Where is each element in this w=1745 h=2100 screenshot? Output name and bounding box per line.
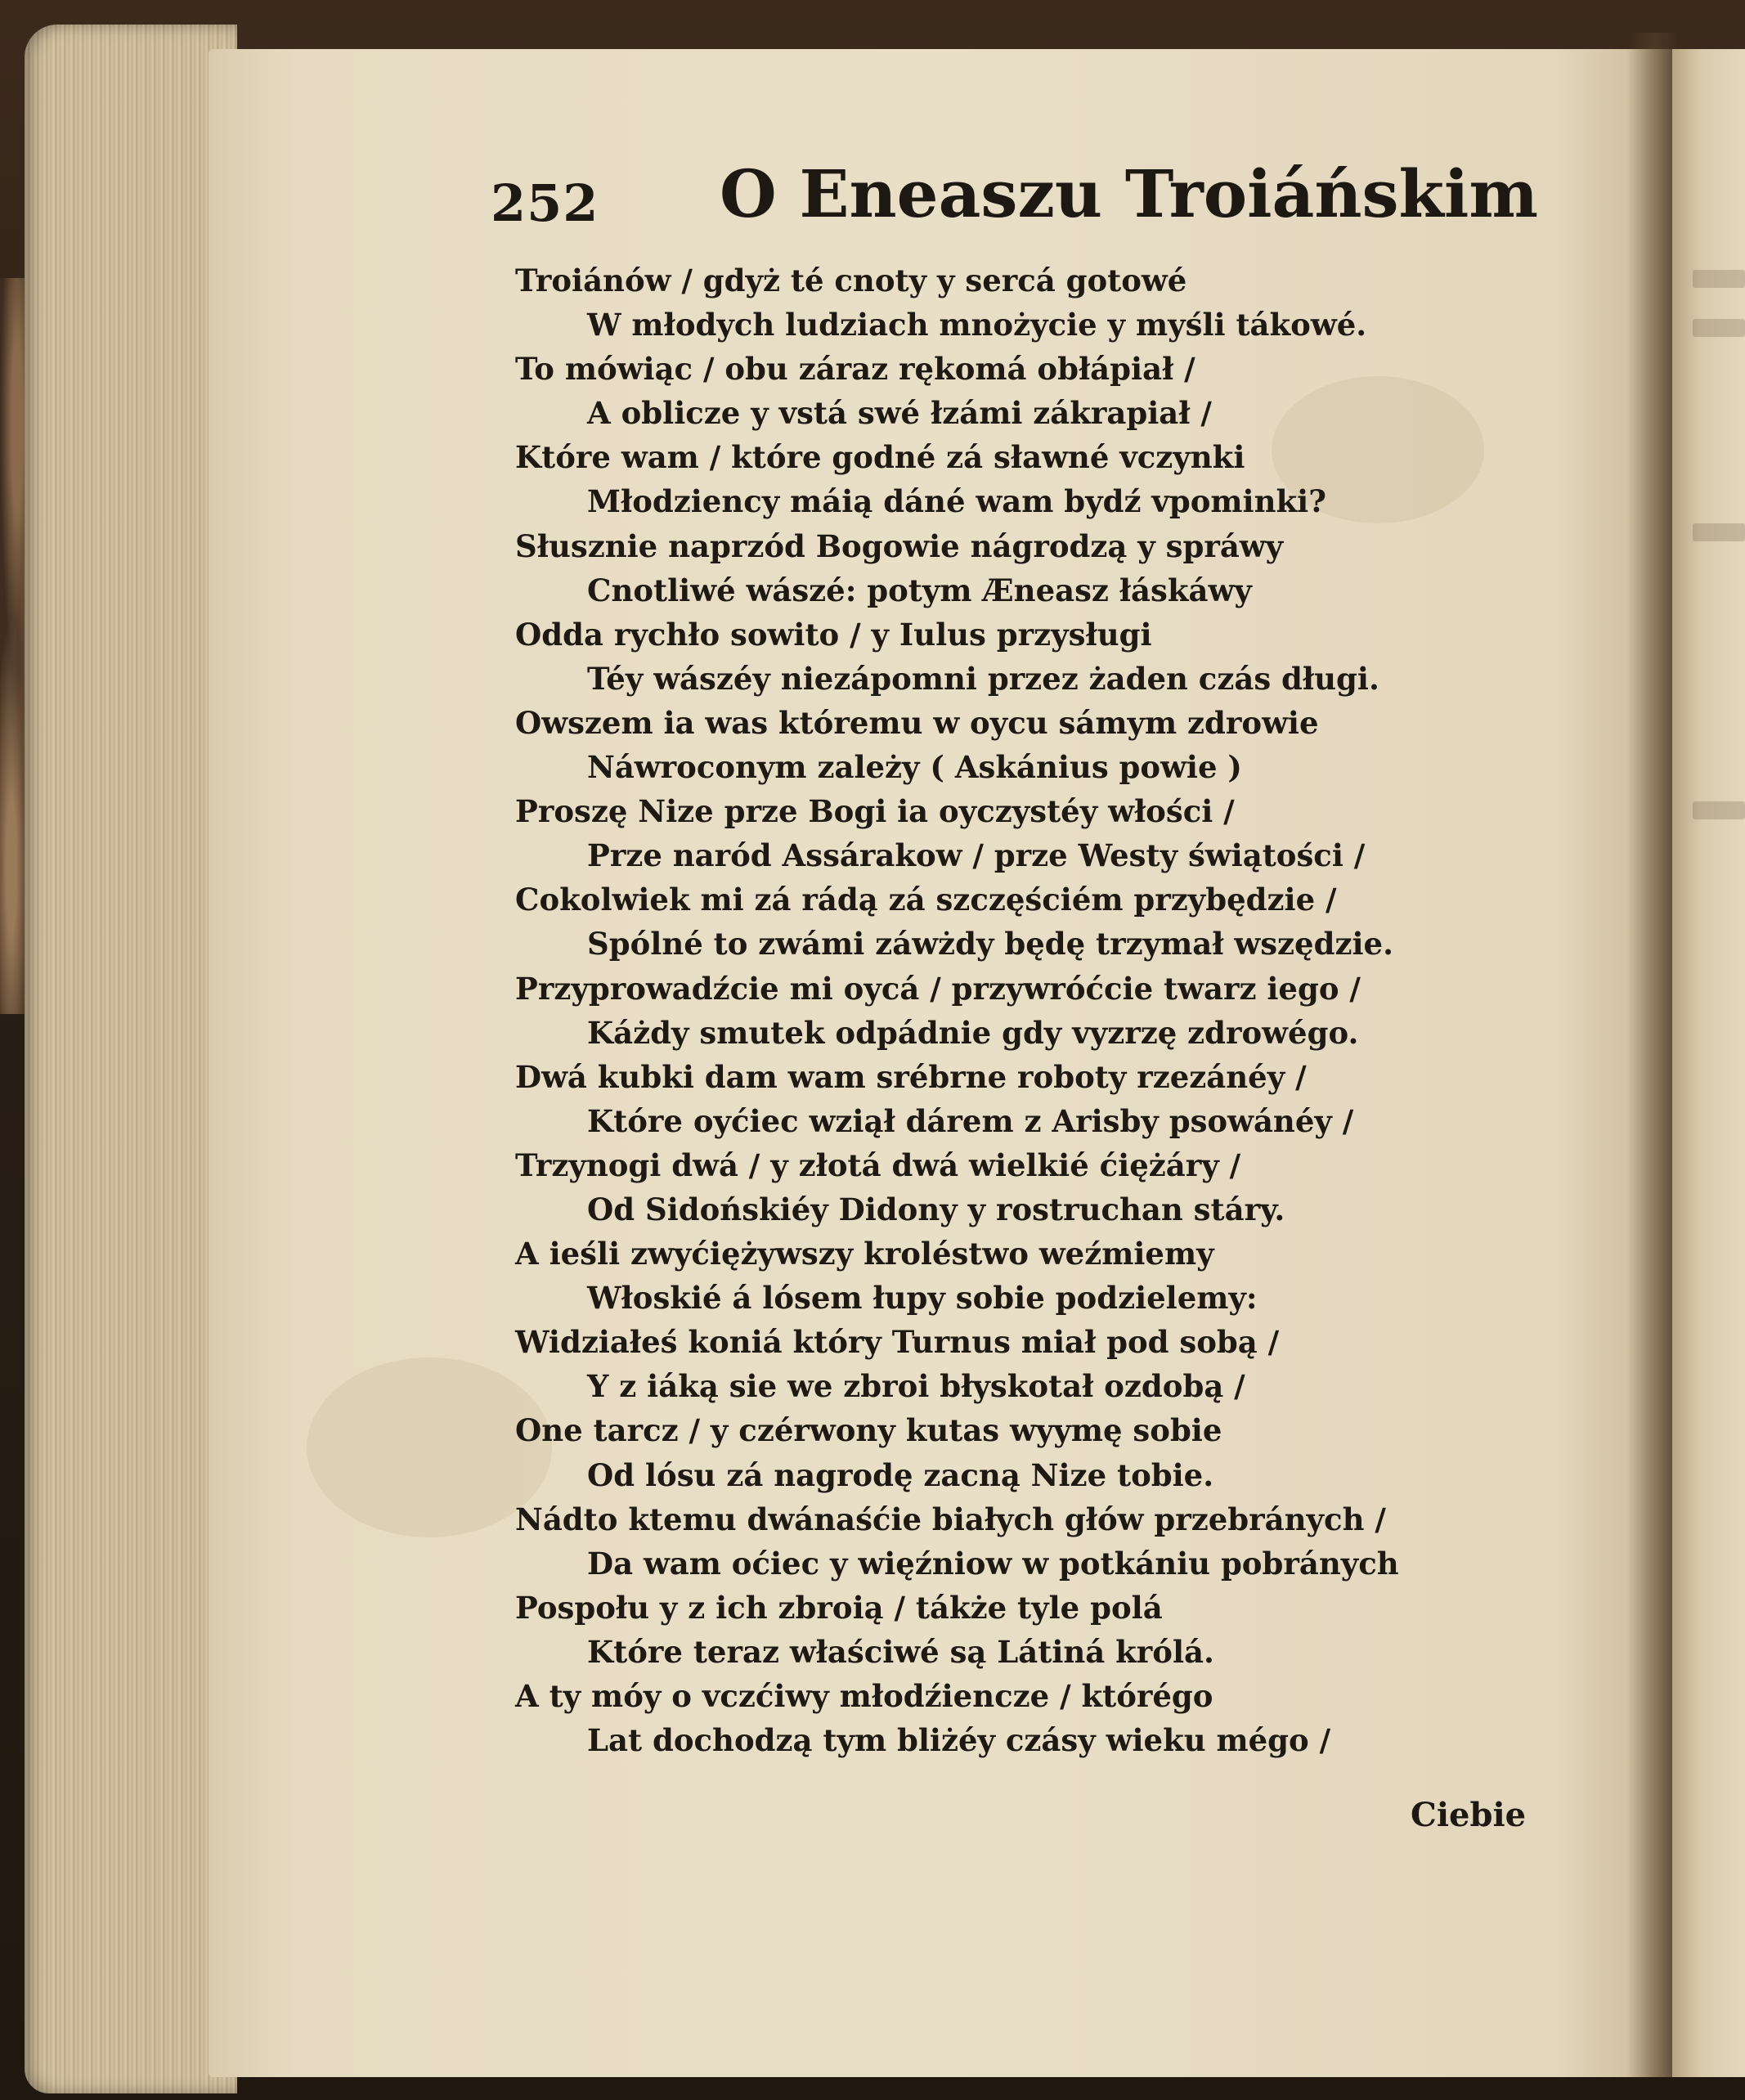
verse-line: Lat dochodzą tym bliżéy czásy wieku mégo /	[587, 1722, 1331, 1759]
verse-line: Troiánów / gdyż té cnoty y sercá gotowé	[515, 262, 1187, 298]
verse-line: Widziałeś koniá który Turnus miał pod sobą /	[515, 1324, 1280, 1361]
facing-page	[1672, 49, 1745, 2077]
verse-line: Które wam / które godné zá sławné vczynki	[515, 439, 1245, 476]
verse-line: One tarcz / y czérwony kutas wyymę sobie	[515, 1412, 1222, 1449]
verse-line: Trzynogi dwá / y złotá dwá wielkié ćiężáry /	[515, 1146, 1241, 1183]
page-edges	[25, 25, 237, 2093]
catchword: Ciebie	[1411, 1796, 1527, 1834]
verse-line: Nádto ktemu dwánaśćie białych głów przebránych /	[515, 1501, 1386, 1537]
verse-line: To mówiąc / obu záraz rękomá obłápiał /	[515, 351, 1195, 388]
verse-line: Włoskié á lósem łupy sobie podzielemy:	[587, 1280, 1258, 1317]
verse-line: Owszem ia was któremu w oycu sámym zdrowie	[515, 704, 1319, 741]
verse-line: Spólné to zwámi záwżdy będę trzymał wszędzie.	[587, 926, 1393, 962]
running-head: O Eneaszu Troiáńskim	[720, 155, 1539, 232]
verse-line: Y z iáką sie we zbroi błyskotał ozdobą /	[587, 1368, 1245, 1405]
bleed-through-text	[1693, 319, 1745, 337]
verse-line: Od Sidońskiéy Didony y rostruchan stáry.	[587, 1191, 1285, 1227]
verse-line: Káżdy smutek odpádnie gdy vyzrzę zdrowégo.	[587, 1014, 1359, 1051]
verse-line: Przyprowadźcie mi oycá / przywróćcie twarz iego /	[515, 970, 1361, 1007]
verse-line: Cokolwiek mi zá rádą zá szczęściém przybędzie /	[515, 882, 1337, 918]
verse-line: Prze naród Assárakow / prze Westy świątości /	[587, 837, 1366, 874]
verse-line: Które oyćiec wziął dárem z Arisby psowánéy /	[587, 1102, 1354, 1139]
verse-line: A ty móy o vczćiwy młodźiencze / którégo	[515, 1678, 1213, 1714]
bleed-through-text	[1693, 801, 1745, 819]
verse-line: Pospołu y z ich zbroią / tákże tyle polá	[515, 1589, 1163, 1626]
verse-line: Téy wászéy niezápomni przez żaden czás długi.	[587, 660, 1379, 697]
page-number: 252	[491, 173, 599, 233]
gutter-shadow	[1627, 33, 1676, 2077]
verse-line: A ieśli zwyćiężywszy kroléstwo weźmiemy	[515, 1236, 1214, 1272]
verse-line: Proszę Nize prze Bogi ia oyczystéy włości /	[515, 793, 1235, 830]
verse-line: Dwá kubki dam wam srébrne roboty rzezánéy /	[515, 1058, 1307, 1095]
verse-line: Które teraz właściwé są Látiná królá.	[587, 1633, 1214, 1670]
verse-line: Od lósu zá nagrodę zacną Nize tobie.	[587, 1456, 1214, 1493]
verse-line: Cnotliwé wászé: potym Æneasz łáskáwy	[587, 572, 1252, 608]
verse-line: W młodych ludziach mnożycie y myśli tákowé.	[587, 307, 1367, 343]
verse-line: Da wam oćiec y więźniow w potkániu pobránych	[587, 1545, 1399, 1582]
verse-line: Odda rychło sowito / y Iulus przysługi	[515, 616, 1152, 653]
verse-line: Słusznie naprzód Bogowie nágrodzą y spráwy	[515, 527, 1284, 564]
verse-text	[515, 258, 1415, 1762]
bleed-through-text	[1693, 270, 1745, 288]
verse-line: Młodziency máią dáné wam bydź vpominki?	[587, 483, 1326, 520]
bleed-through-text	[1693, 523, 1745, 541]
verse-line: Náwroconym zależy ( Askánius powie )	[587, 749, 1242, 786]
verse-line: A oblicze y vstá swé łzámi zákrapiał /	[587, 395, 1212, 432]
